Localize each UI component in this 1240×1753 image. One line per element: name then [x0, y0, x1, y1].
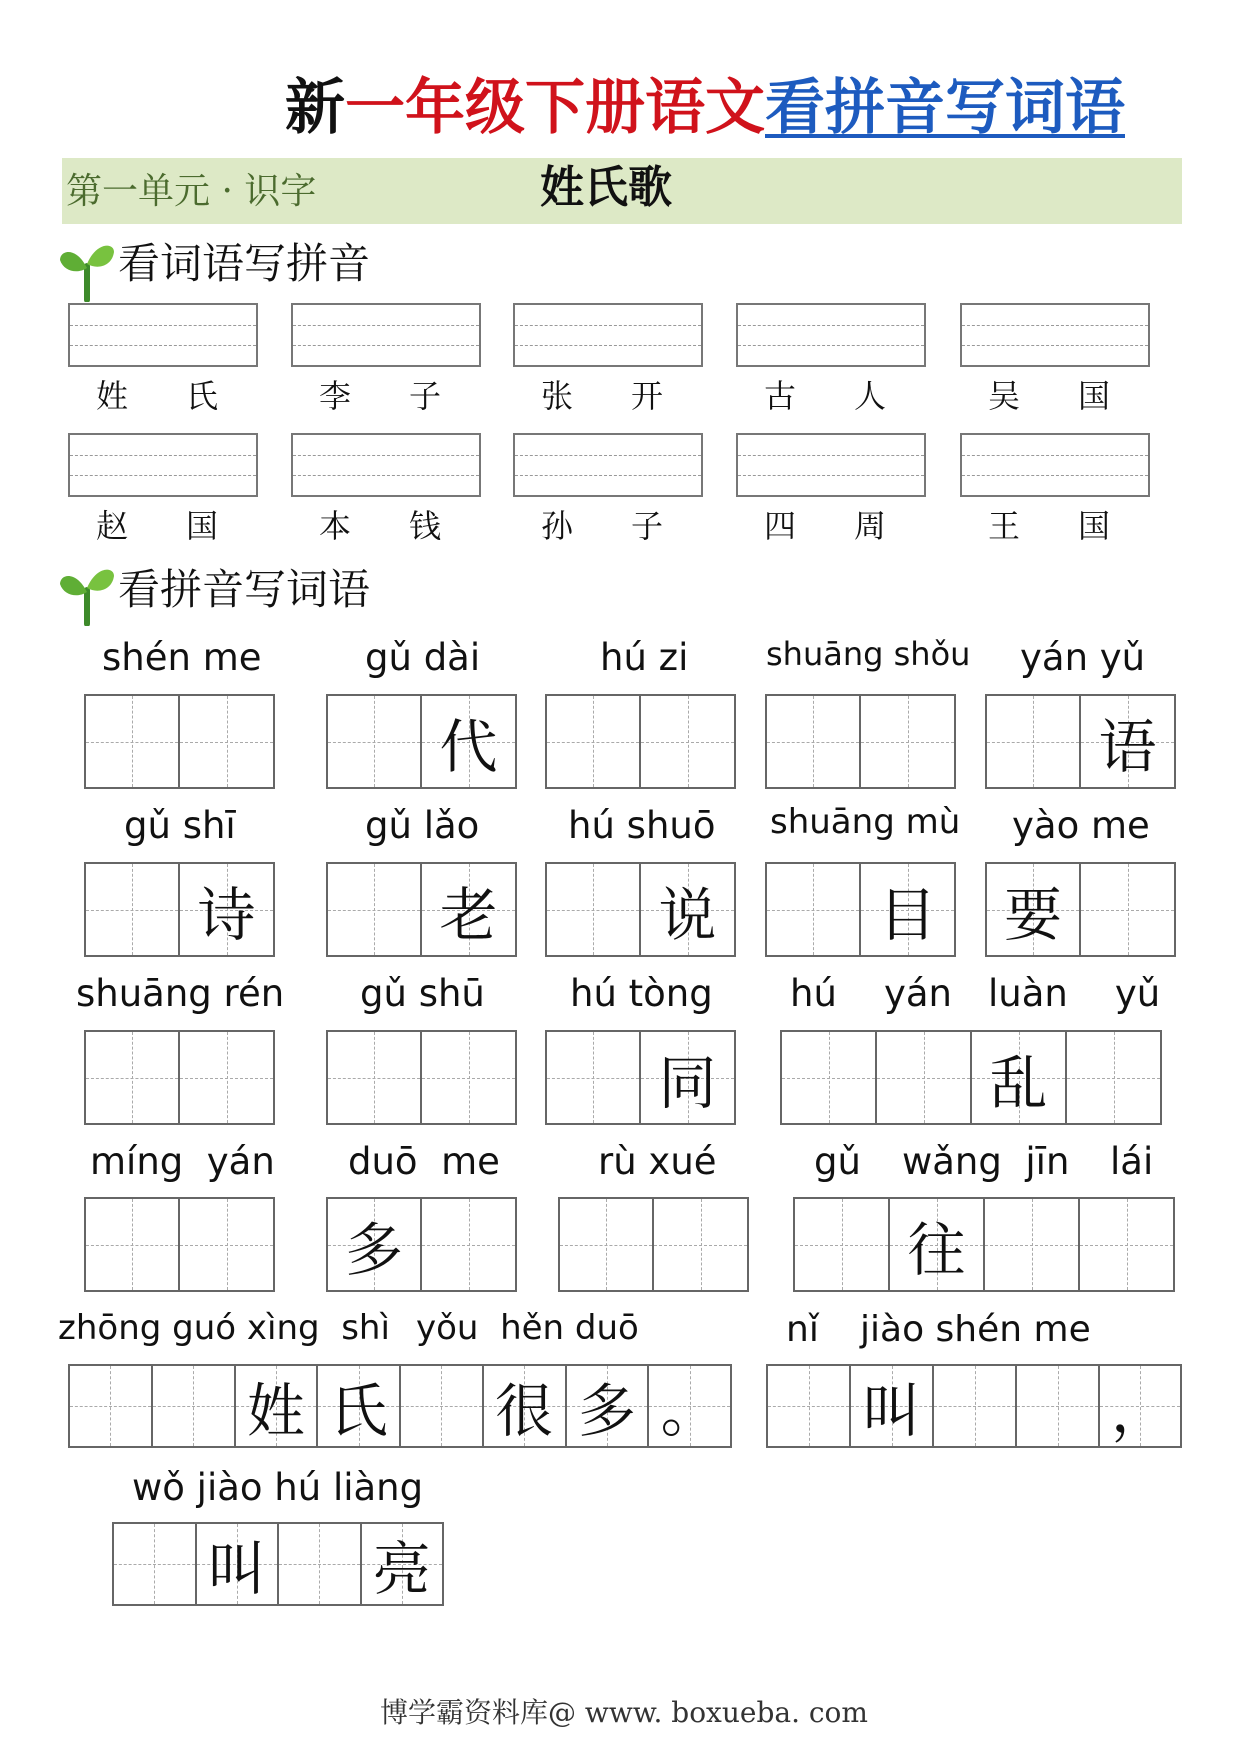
grid-cell[interactable]	[934, 1366, 1017, 1446]
pinyin-label: wǒ jiào hú liàng	[132, 1466, 424, 1509]
pinyin-label: gǔ dài	[365, 636, 481, 679]
pinyin-label: míng yán	[90, 1140, 275, 1183]
grid-cell[interactable]	[768, 1366, 851, 1446]
grid-cell[interactable]	[547, 1032, 641, 1123]
given-character: 语	[1098, 712, 1157, 781]
grid-cell[interactable]	[422, 696, 515, 787]
writing-grid	[326, 694, 517, 789]
pinyin-label: shuāng rén	[76, 972, 285, 1015]
guide-line	[293, 345, 479, 346]
guide-line	[738, 475, 924, 476]
grid-cell[interactable]	[649, 1366, 730, 1446]
grid-cell[interactable]	[422, 1032, 515, 1123]
given-character: 目	[878, 880, 937, 949]
pinyin-label: shén me	[102, 636, 262, 679]
grid-cell[interactable]	[861, 864, 954, 955]
pinyin-label: nǐ	[786, 1309, 819, 1350]
pinyin-label: hú zi	[600, 636, 689, 679]
given-character: 多	[344, 1215, 403, 1284]
grid-cell[interactable]	[328, 1199, 422, 1290]
writing-grid	[84, 862, 275, 957]
grid-cell[interactable]	[422, 1199, 515, 1290]
writing-grid	[985, 862, 1176, 957]
writing-grid	[985, 694, 1176, 789]
given-character: 亮	[372, 1535, 431, 1603]
grid-cell[interactable]	[180, 1199, 273, 1290]
pinyin-writing-box[interactable]	[68, 433, 258, 497]
guide-line	[70, 475, 256, 476]
word-character: 古	[764, 377, 797, 415]
pinyin-writing-box[interactable]	[291, 303, 481, 367]
guide-line	[515, 325, 701, 326]
guide-line	[293, 475, 479, 476]
grid-cell[interactable]	[401, 1366, 484, 1446]
pinyin-label: gǔ	[814, 1140, 861, 1183]
word-character: 吴	[988, 377, 1021, 415]
grid-cell[interactable]	[767, 864, 861, 955]
pinyin-writing-box[interactable]	[291, 433, 481, 497]
grid-cell[interactable]	[1080, 1199, 1173, 1290]
grid-cell[interactable]	[86, 864, 180, 955]
given-character: 代	[439, 712, 498, 781]
pinyin-label: wǎng jīn	[902, 1140, 1070, 1183]
pinyin-label: yán yǔ	[1020, 636, 1146, 679]
word-character: 钱	[409, 507, 442, 545]
punctuation: ，	[1110, 1377, 1169, 1445]
given-character: 叫	[862, 1377, 921, 1445]
page-title	[285, 68, 1125, 148]
pinyin-label: zhōng guó xìng shì	[58, 1308, 390, 1348]
guide-line	[515, 345, 701, 346]
writing-grid	[793, 1197, 1175, 1292]
given-character: 往	[907, 1215, 966, 1284]
guide-line	[738, 325, 924, 326]
grid-cell[interactable]	[180, 864, 273, 955]
writing-grid	[765, 862, 956, 957]
writing-grid	[558, 1197, 749, 1292]
grid-cell[interactable]	[180, 1032, 273, 1123]
grid-cell[interactable]	[114, 1524, 197, 1604]
section1-title: 看词语写拼音	[118, 239, 371, 288]
section2-title: 看拼音写词语	[118, 565, 371, 614]
guide-line	[293, 325, 479, 326]
grid-cell[interactable]	[86, 696, 180, 787]
writing-grid	[545, 1030, 736, 1125]
word-character: 张	[541, 377, 574, 415]
writing-grid	[780, 1030, 1162, 1125]
word-character: 氏	[186, 377, 219, 415]
pinyin-writing-box[interactable]	[960, 303, 1150, 367]
writing-grid	[326, 1197, 517, 1292]
grid-cell[interactable]	[1100, 1366, 1180, 1446]
pinyin-label: hú shuō	[568, 804, 716, 847]
pinyin-label: gǔ lǎo	[365, 804, 480, 847]
given-character: 多	[577, 1377, 636, 1445]
word-character: 赵	[96, 507, 129, 545]
grid-cell[interactable]	[1017, 1366, 1100, 1446]
grid-cell[interactable]	[987, 864, 1081, 955]
grid-cell[interactable]	[767, 696, 861, 787]
title-part1: 新	[285, 73, 345, 143]
pinyin-label: hú tòng	[570, 972, 713, 1015]
grid-cell[interactable]	[86, 1032, 180, 1123]
writing-grid	[68, 1364, 732, 1448]
word-character: 人	[854, 377, 887, 415]
word-character: 孙	[541, 507, 574, 545]
grid-cell[interactable]	[236, 1366, 319, 1446]
pinyin-label: shuāng shǒu	[766, 635, 971, 673]
grid-cell[interactable]	[547, 864, 641, 955]
guide-line	[293, 455, 479, 456]
guide-line	[962, 475, 1148, 476]
grid-cell[interactable]	[654, 1199, 747, 1290]
word-character: 周	[854, 507, 887, 545]
word-character: 开	[631, 377, 664, 415]
writing-grid	[112, 1522, 444, 1606]
pinyin-label: jiào shén me	[860, 1309, 1091, 1350]
grid-cell[interactable]	[641, 696, 734, 787]
given-character: 氏	[329, 1377, 388, 1445]
punctuation: 。	[660, 1377, 719, 1445]
grid-cell[interactable]	[279, 1524, 362, 1604]
grid-cell[interactable]	[1081, 696, 1174, 787]
word-character: 李	[319, 377, 352, 415]
grid-cell[interactable]	[362, 1524, 443, 1604]
grid-cell[interactable]	[560, 1199, 654, 1290]
pinyin-label: hú yán	[790, 972, 952, 1015]
lesson-title: 姓氏歌	[540, 162, 672, 213]
pinyin-label: rù xué	[598, 1140, 717, 1183]
given-character: 姓	[246, 1377, 305, 1445]
guide-line	[70, 345, 256, 346]
pinyin-label: gǔ shū	[360, 972, 485, 1015]
given-character: 老	[439, 880, 498, 949]
writing-grid	[766, 1364, 1182, 1448]
given-character: 很	[495, 1377, 554, 1445]
guide-line	[738, 345, 924, 346]
pinyin-label: lái	[1110, 1140, 1154, 1183]
pinyin-label: shuāng mù	[770, 802, 961, 842]
sprout-icon	[58, 560, 116, 626]
grid-cell[interactable]	[567, 1366, 650, 1446]
word-character: 国	[186, 507, 219, 545]
pinyin-label: yǒu hěn duō	[416, 1308, 639, 1348]
sprout-icon	[58, 236, 116, 302]
footer-watermark: 博学霸资料库@ www. boxueba. com	[380, 1696, 868, 1729]
grid-cell[interactable]	[987, 696, 1081, 787]
pinyin-writing-box[interactable]	[513, 303, 703, 367]
given-character: 说	[658, 880, 717, 949]
grid-cell[interactable]	[70, 1366, 153, 1446]
grid-cell[interactable]	[547, 696, 641, 787]
guide-line	[738, 455, 924, 456]
grid-cell[interactable]	[1067, 1032, 1160, 1123]
given-character: 乱	[989, 1048, 1048, 1117]
guide-line	[962, 455, 1148, 456]
grid-cell[interactable]	[197, 1524, 280, 1604]
word-character: 子	[631, 507, 664, 545]
given-character: 同	[658, 1048, 717, 1117]
pinyin-label: duō me	[348, 1140, 500, 1183]
pinyin-writing-box[interactable]	[736, 303, 926, 367]
guide-line	[70, 325, 256, 326]
given-character: 叫	[207, 1535, 266, 1603]
grid-cell[interactable]	[86, 1199, 180, 1290]
guide-line	[962, 325, 1148, 326]
guide-line	[962, 345, 1148, 346]
grid-cell[interactable]	[153, 1366, 236, 1446]
grid-cell[interactable]	[318, 1366, 401, 1446]
writing-grid	[545, 862, 736, 957]
grid-cell[interactable]	[1081, 864, 1174, 955]
guide-line	[515, 455, 701, 456]
word-character: 王	[988, 507, 1021, 545]
grid-cell[interactable]	[782, 1032, 877, 1123]
grid-cell[interactable]	[328, 864, 422, 955]
word-character: 姓	[96, 377, 129, 415]
pinyin-label: gǔ shī	[124, 804, 236, 847]
grid-cell[interactable]	[795, 1199, 890, 1290]
grid-cell[interactable]	[851, 1366, 934, 1446]
grid-cell[interactable]	[328, 696, 422, 787]
title-part2: 一年级下册语文	[345, 73, 765, 143]
pinyin-writing-box[interactable]	[68, 303, 258, 367]
writing-grid	[545, 694, 736, 789]
word-character: 国	[1078, 507, 1111, 545]
guide-line	[515, 475, 701, 476]
grid-cell[interactable]	[972, 1032, 1067, 1123]
grid-cell[interactable]	[890, 1199, 985, 1290]
grid-cell[interactable]	[641, 1032, 734, 1123]
grid-cell[interactable]	[328, 1032, 422, 1123]
pinyin-writing-box[interactable]	[736, 433, 926, 497]
grid-cell[interactable]	[877, 1032, 972, 1123]
pinyin-label: yào me	[1012, 804, 1150, 847]
writing-grid	[84, 1197, 275, 1292]
grid-cell[interactable]	[180, 696, 273, 787]
pinyin-label: luàn yǔ	[988, 972, 1161, 1015]
writing-grid	[84, 1030, 275, 1125]
pinyin-writing-box[interactable]	[960, 433, 1150, 497]
word-character: 本	[319, 507, 352, 545]
grid-cell[interactable]	[985, 1199, 1080, 1290]
grid-cell[interactable]	[484, 1366, 567, 1446]
writing-grid	[326, 862, 517, 957]
word-character: 国	[1078, 377, 1111, 415]
word-character: 四	[764, 507, 797, 545]
given-character: 诗	[197, 880, 256, 949]
pinyin-writing-box[interactable]	[513, 433, 703, 497]
grid-cell[interactable]	[422, 864, 515, 955]
word-character: 子	[409, 377, 442, 415]
unit-label: 第一单元 · 识字	[66, 171, 317, 212]
writing-grid	[765, 694, 956, 789]
title-part3: 看拼音写词语	[765, 73, 1125, 143]
writing-grid	[84, 694, 275, 789]
writing-grid	[326, 1030, 517, 1125]
grid-cell[interactable]	[861, 696, 954, 787]
guide-line	[70, 455, 256, 456]
given-character: 要	[1003, 880, 1062, 949]
grid-cell[interactable]	[641, 864, 734, 955]
